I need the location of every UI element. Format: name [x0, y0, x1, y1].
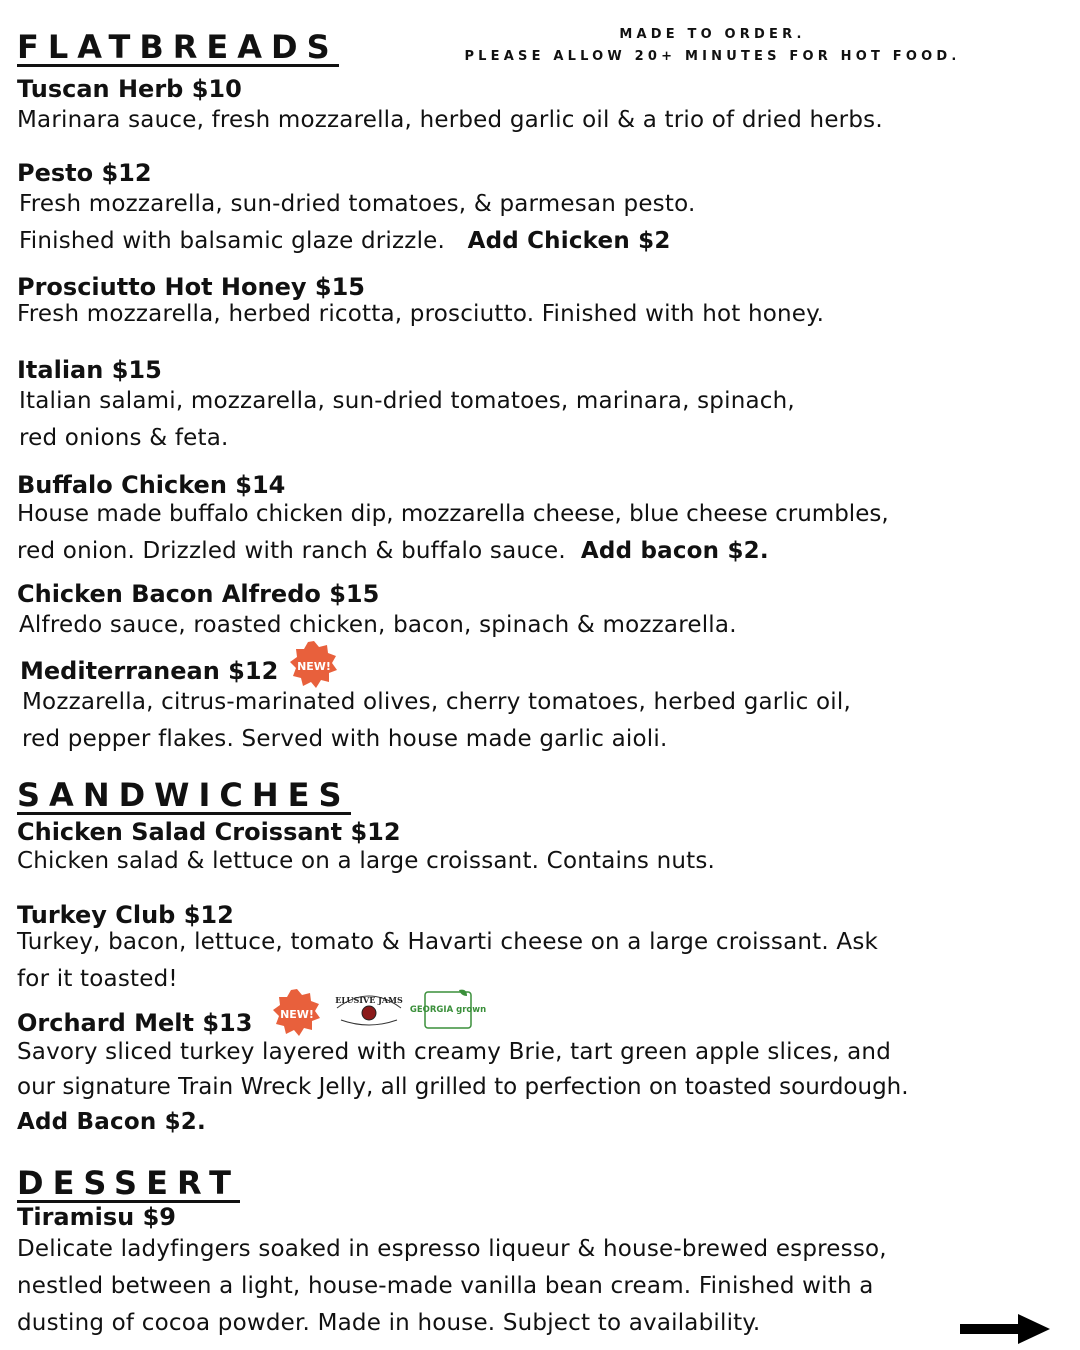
section-title-sandwiches: SANDWICHES [17, 776, 351, 814]
item-description: Delicate ladyfingers soaked in espresso liqueur & house-brewed espresso, [17, 1236, 887, 1262]
item-title: Prosciutto Hot Honey $15 [17, 273, 365, 301]
new-badge-text: NEW! [297, 660, 331, 673]
georgia-grown-logo [409, 988, 487, 1030]
item-title: Orchard Melt $13 [17, 1009, 253, 1037]
item-description: Fresh mozzarella, sun-dried tomatoes, & parmesan pesto. [19, 191, 696, 217]
elusive-jams-logo [333, 990, 405, 1032]
item-description-text: red onion. Drizzled with ranch & buffalo sauce. [17, 538, 566, 564]
item-title: Buffalo Chicken $14 [17, 471, 286, 499]
item-description: red onions & feta. [19, 425, 229, 451]
item-description: Alfredo sauce, roasted chicken, bacon, spinach & mozzarella. [19, 612, 737, 638]
new-badge [272, 988, 322, 1038]
item-title: Turkey Club $12 [17, 901, 234, 929]
item-description [19, 223, 671, 260]
item-description: Chicken salad & lettuce on a large croissant. Contains nuts. [17, 848, 716, 874]
section-title-dessert: DESSERT [17, 1164, 240, 1202]
notice-line-1: MADE TO ORDER. [619, 27, 806, 42]
item-description-text: Finished with balsamic glaze drizzle. [19, 228, 446, 254]
new-badge-icon [289, 640, 339, 690]
item-description: Italian salami, mozzarella, sun-dried tomatoes, marinara, spinach, [19, 388, 795, 414]
elusive-jams-text: ELUSIVE JAMS [335, 995, 403, 1005]
new-badge-icon [272, 988, 322, 1038]
addon-text: Add bacon $2. [580, 538, 769, 564]
item-title: Chicken Bacon Alfredo $15 [17, 580, 380, 608]
item-title: Pesto $12 [17, 159, 152, 187]
item-title: Mediterranean $12 [20, 657, 279, 685]
item-description: Marinara sauce, fresh mozzarella, herbed garlic oil & a trio of dried herbs. [17, 107, 883, 133]
new-badge-text: NEW! [280, 1008, 314, 1021]
item-title: Italian $15 [17, 356, 162, 384]
item-title: Tuscan Herb $10 [17, 75, 242, 103]
item-description: House made buffalo chicken dip, mozzarella cheese, blue cheese crumbles, [17, 501, 889, 527]
addon-text: Add Chicken $2 [467, 228, 671, 254]
elusive-jams-logo-icon [333, 990, 405, 1032]
item-description: Savory sliced turkey layered with creamy Brie, tart green apple slices, and [17, 1039, 891, 1065]
order-notice [420, 24, 1005, 68]
section-title-flatbreads: FLATBREADS [17, 28, 339, 66]
georgia-grown-logo-icon [409, 988, 487, 1030]
item-description: dusting of cocoa powder. Made in house. Subject to availability. [17, 1310, 761, 1336]
item-description: Mozzarella, citrus-marinated olives, cherry tomatoes, herbed garlic oil, [22, 689, 851, 715]
item-description: Fresh mozzarella, herbed ricotta, prosciutto. Finished with hot honey. [17, 301, 825, 327]
notice-line-2: PLEASE ALLOW 20+ MINUTES FOR HOT FOOD. [464, 49, 961, 64]
item-description: Turkey, bacon, lettuce, tomato & Havarti cheese on a large croissant. Ask [17, 929, 879, 955]
georgia-grown-text: GEORGIA grown [409, 1005, 487, 1015]
right-arrow-svg [958, 1312, 1052, 1346]
item-description: red pepper flakes. Served with house made garlic aioli. [22, 726, 668, 752]
item-title: Tiramisu $9 [17, 1203, 176, 1231]
item-description: nestled between a light, house-made vanilla bean cream. Finished with a [17, 1273, 874, 1299]
new-badge [289, 640, 339, 690]
addon-text: Add Bacon $2. [17, 1109, 206, 1135]
right-arrow-icon[interactable] [958, 1312, 1052, 1346]
item-title: Chicken Salad Croissant $12 [17, 818, 401, 846]
item-description [17, 533, 769, 570]
item-description: for it toasted! [17, 966, 178, 992]
item-description: our signature Train Wreck Jelly, all grilled to perfection on toasted sourdough. [17, 1074, 909, 1100]
